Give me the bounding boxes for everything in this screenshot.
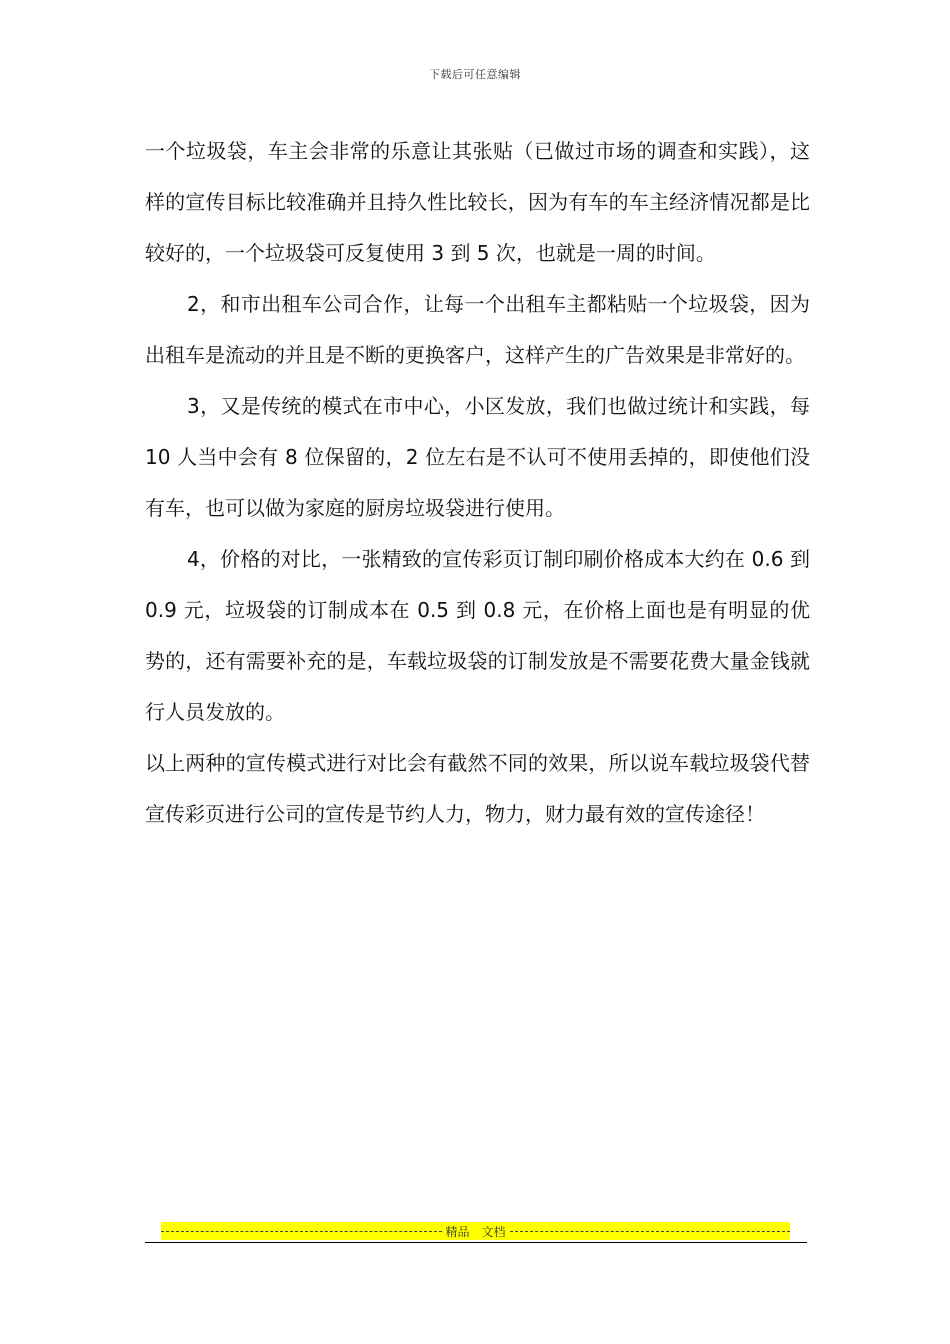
footer-label: 精品 文档	[445, 1224, 506, 1239]
paragraph-continuation: 一个垃圾袋，车主会非常的乐意让其张贴（已做过市场的调查和实践），这样的宣传目标比较准确并且持久性比较长，因为有车的车主经济情况都是比较好的，一个垃圾袋可反复使用 3 到 5 次，也就是一周的时间。	[145, 139, 810, 265]
footer-rule	[145, 1242, 807, 1243]
header-note: 下载后可任意编辑	[429, 68, 521, 81]
page-footer	[145, 1222, 807, 1243]
paragraph-conclusion: 以上两种的宣传模式进行对比会有截然不同的效果，所以说车载垃圾袋代替宣传彩页进行公司的宣传是节约人力，物力，财力最有效的宣传途径！	[145, 751, 810, 826]
paragraph-point-3: 3，又是传统的模式在市中心，小区发放，我们也做过统计和实践，每 10 人当中会有 8 位保留的，2 位左右是不认可不使用丢掉的，即使他们没有车，也可以做为家庭的厨房垃圾袋进行使用。	[145, 394, 810, 520]
paragraph-point-4: 4，价格的对比，一张精致的宣传彩页订制印刷价格成本大约在 0.6 到 0.9 元，垃圾袋的订制成本在 0.5 到 0.8 元，在价格上面也是有明显的优势的，还有需要补充的是，车载垃圾袋的订制发放是不需要花费大量金钱就行人员发放的。	[145, 547, 810, 724]
document-body	[145, 126, 810, 840]
paragraph-point-2: 2，和市出租车公司合作，让每一个出租车主都粘贴一个垃圾袋，因为出租车是流动的并且是不断的更换客户，这样产生的广告效果是非常好的。	[145, 292, 810, 367]
footer-dashes-right	[510, 1231, 790, 1232]
footer-dashes-left	[161, 1231, 442, 1232]
footer-highlight-band	[161, 1222, 790, 1240]
